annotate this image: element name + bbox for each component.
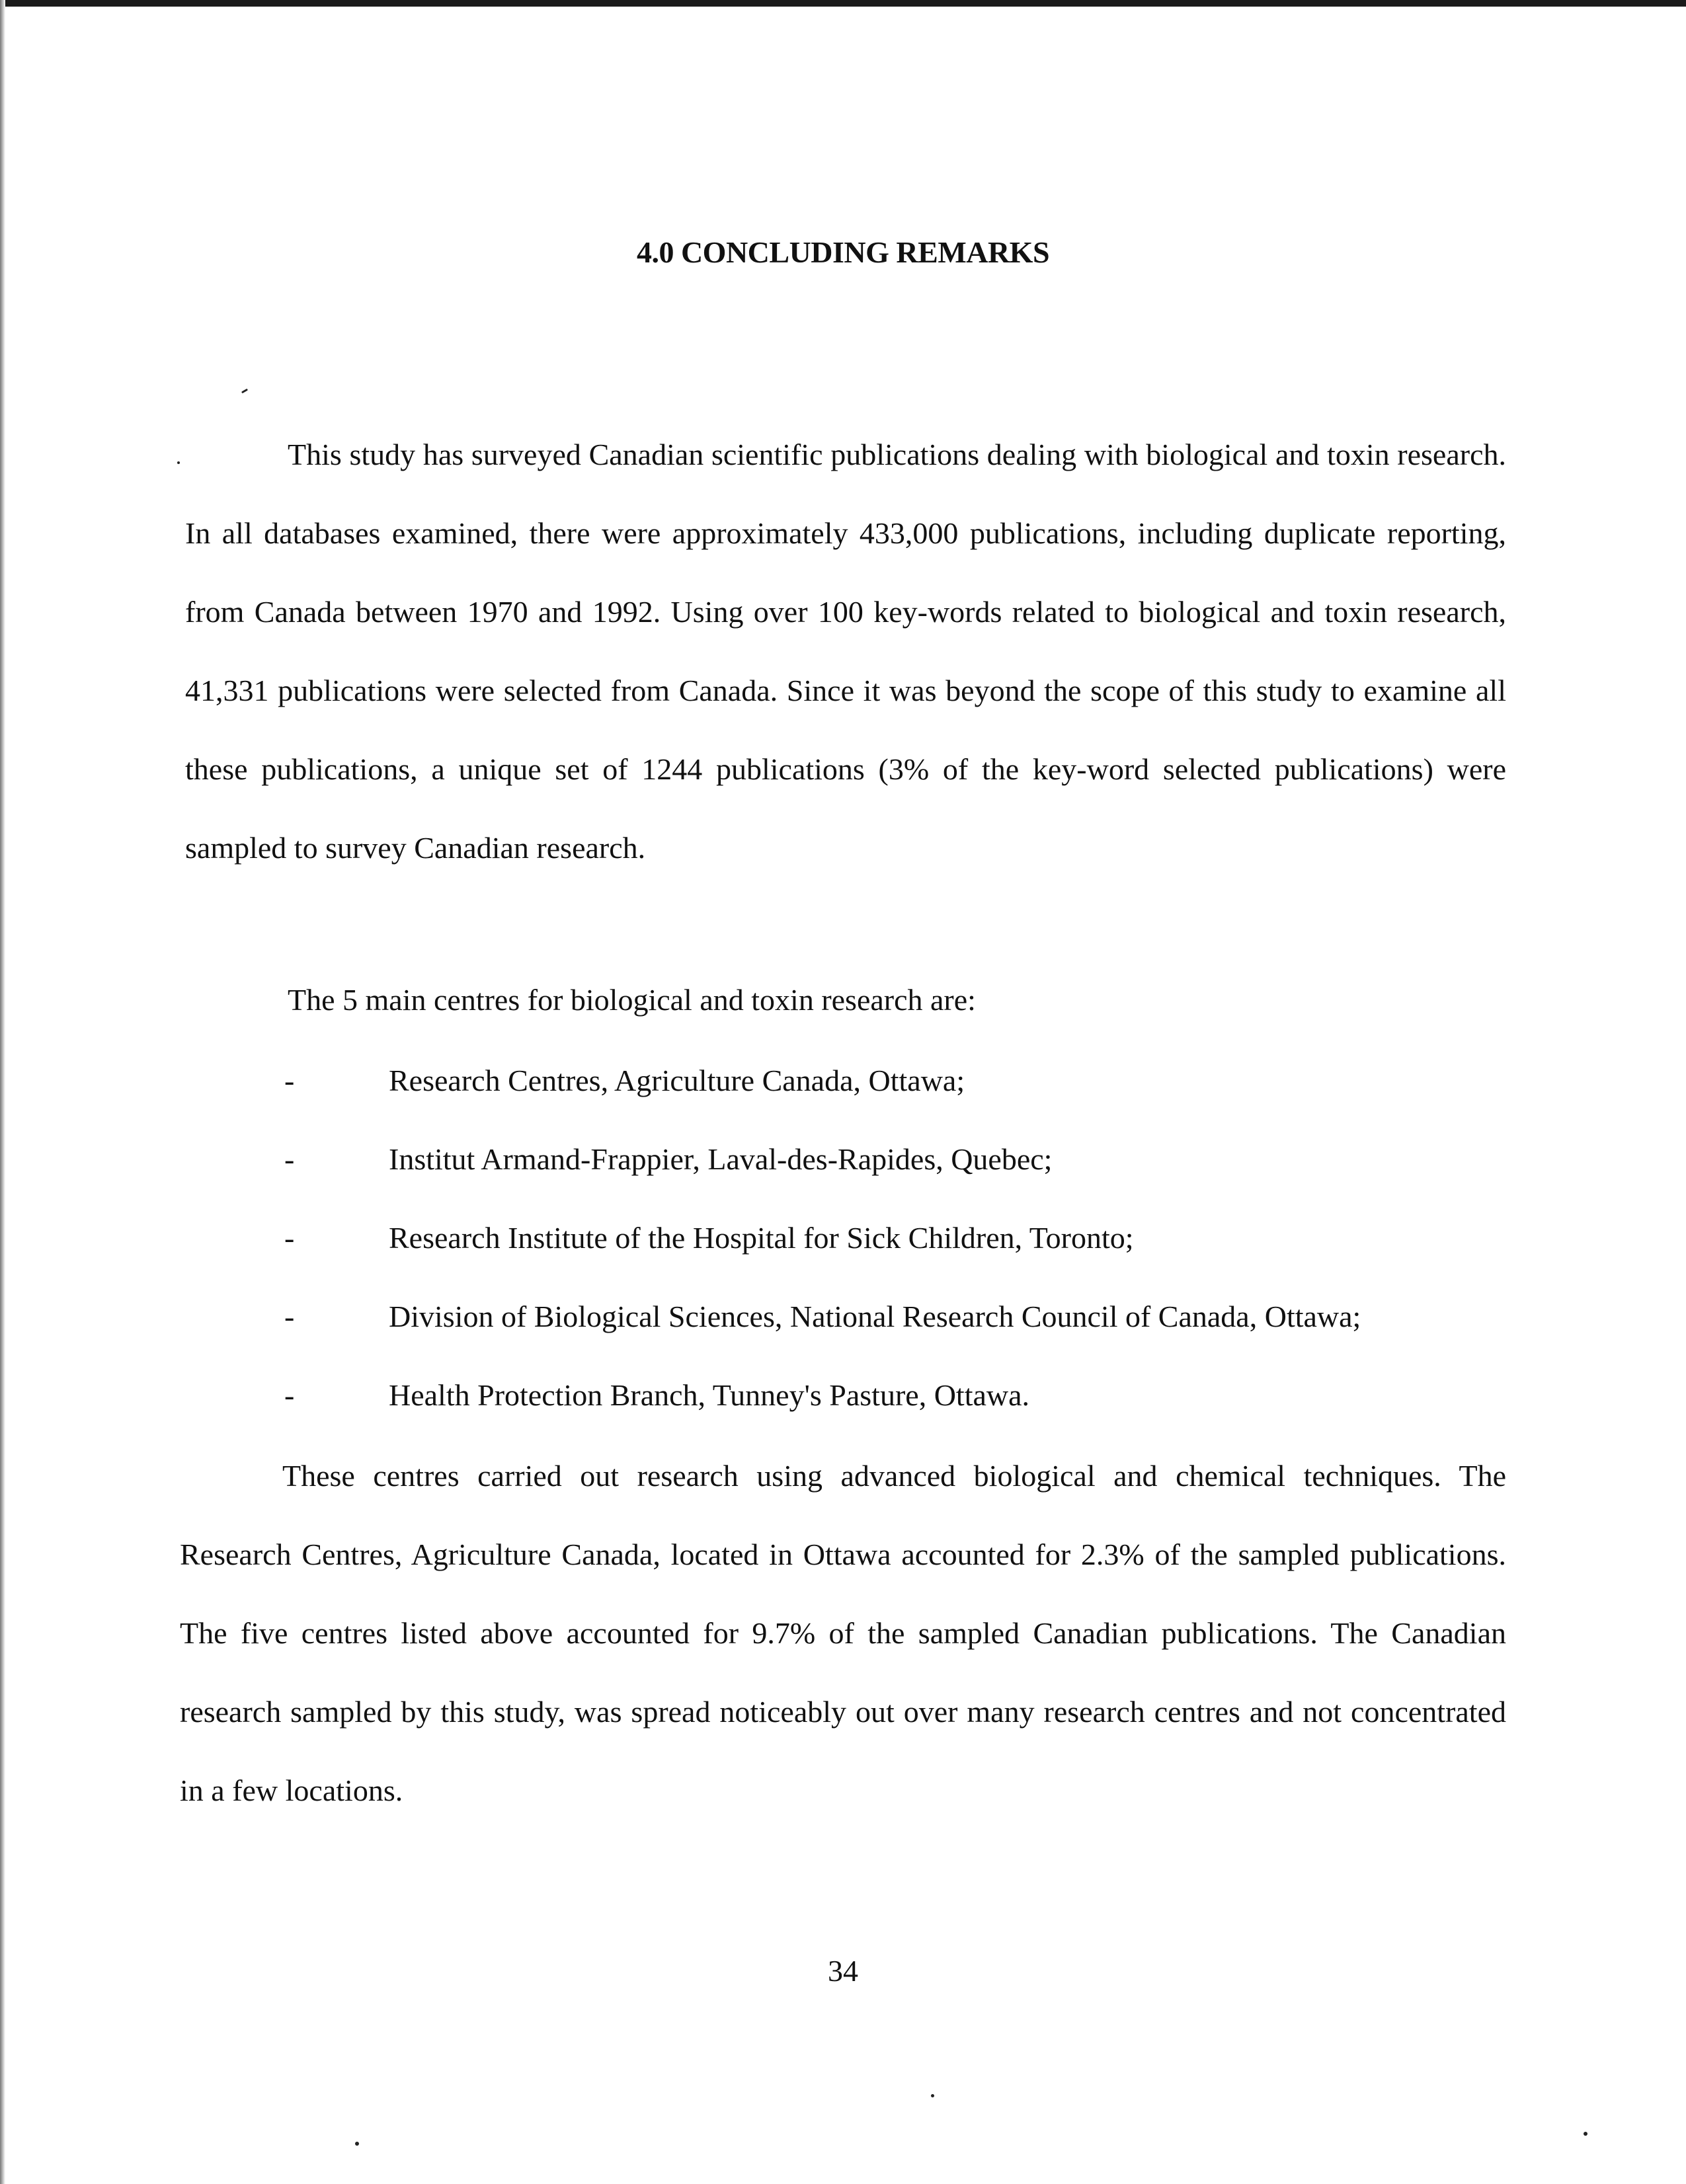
list-item-text: Research Institute of the Hospital for Sick Children, Toronto; (389, 1221, 1134, 1255)
list-item-text: Health Protection Branch, Tunney's Pasture, Ottawa. (389, 1378, 1030, 1412)
scan-speck (241, 389, 248, 394)
list-item (284, 1378, 1541, 1417)
scan-speck (177, 461, 180, 464)
scan-border-left (0, 0, 5, 2184)
list-item-text: Institut Armand-Frappier, Laval-des-Rapides, Quebec; (389, 1142, 1053, 1176)
scan-speck (1584, 2132, 1587, 2136)
page-number: 34 (828, 1954, 858, 1988)
scan-border-top (0, 0, 1686, 7)
list-item (284, 1220, 1541, 1260)
list-bullet: - (284, 1300, 295, 1333)
list-intro: The 5 main centres for biological and toxin research are: (288, 983, 976, 1017)
list-bullet: - (284, 1064, 295, 1097)
scan-speck (355, 2142, 359, 2146)
list-item (284, 1063, 1541, 1103)
list-bullet: - (284, 1378, 295, 1412)
summary-paragraph: These centres carried out research using advanced biological and chemical techniques. The Research Centres, Agriculture Canada, located in Ottawa accounted for 2.3% of the sampled publications. The five centres listed above accounted for 9.7% of the sampled Canadian publications. The Canadian research sampled by this study, was spread noticeably out over many research centres and not concentrated in a few locations. (180, 1459, 1506, 1807)
list-item (284, 1299, 1541, 1339)
scan-speck (931, 2094, 934, 2097)
section-heading: 4.0 CONCLUDING REMARKS (636, 235, 1050, 269)
list-bullet: - (284, 1142, 295, 1176)
list-item (284, 1142, 1541, 1181)
list-item-text: Research Centres, Agriculture Canada, Ottawa; (389, 1064, 965, 1097)
list-item-text: Division of Biological Sciences, National Research Council of Canada, Ottawa; (389, 1300, 1361, 1333)
list-bullet: - (284, 1221, 295, 1255)
intro-paragraph: This study has surveyed Canadian scientific publications dealing with biological and toxin research. In all databases examined, there were approximately 433,000 publications, including duplicate reporting, from Canada between 1970 and 1992. Using over 100 key-words related to biological and toxin research, 41,331 publications were selected from Canada. Since it was beyond the scope of this study to examine all these publications, a unique set of 1244 publications (3% of the key-word selected publications) were sampled to survey Canadian research. (185, 438, 1506, 865)
